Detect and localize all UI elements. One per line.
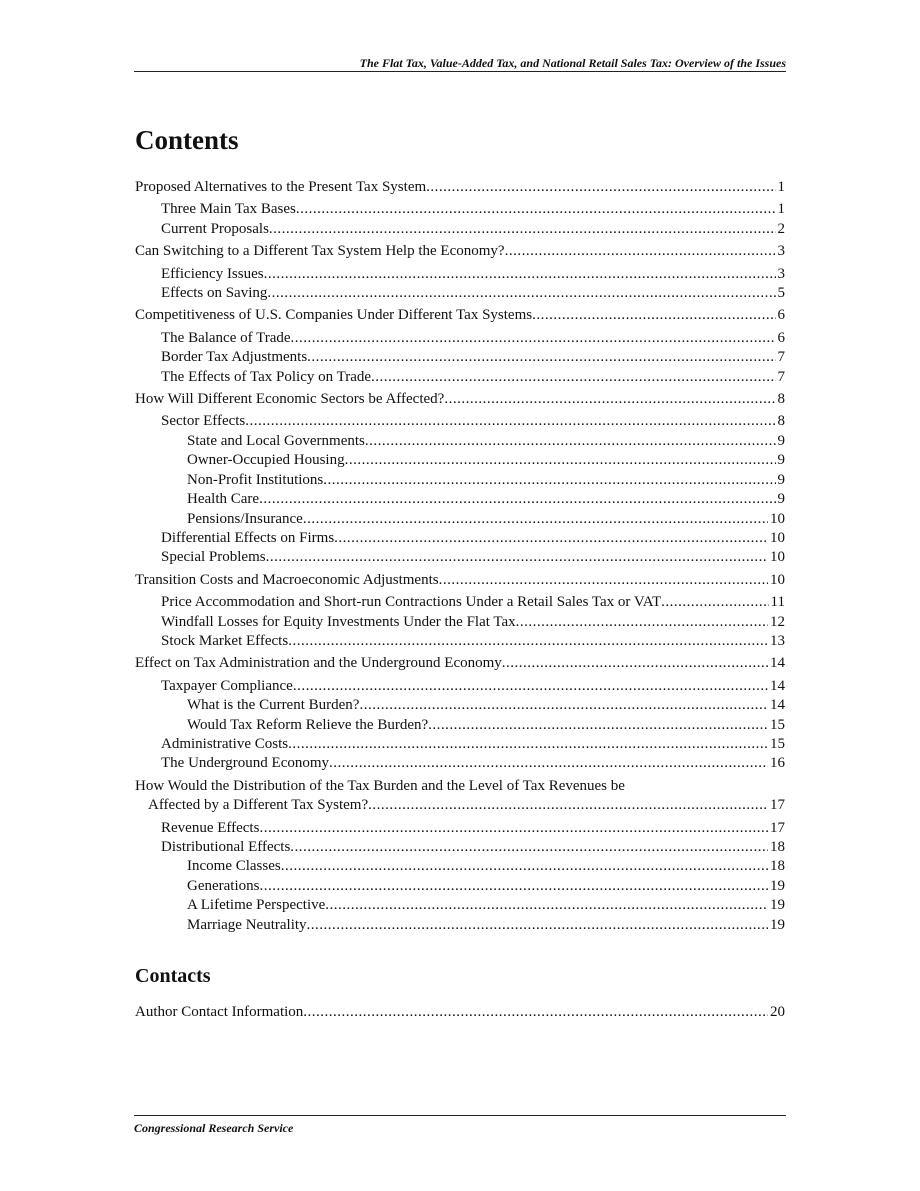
toc-entry[interactable]: Non-Profit Institutions ..... 9 xyxy=(135,471,785,490)
toc-entry[interactable]: How Will Different Economic Sectors be Affected? ..... 8 xyxy=(135,390,785,409)
toc-entry[interactable]: Stock Market Effects ..... 13 xyxy=(135,632,785,651)
toc-entry[interactable]: Taxpayer Compliance ..... 14 xyxy=(135,677,785,696)
toc-entry[interactable]: State and Local Governments ..... 9 xyxy=(135,432,785,451)
toc-entry[interactable]: A Lifetime Perspective ..... 19 xyxy=(135,896,785,915)
toc-entry[interactable]: Price Accommodation and Short-run Contractions Under a Retail Sales Tax or VAT ..... 11 xyxy=(135,593,785,612)
toc-entry[interactable]: Generations ..... 19 xyxy=(135,877,785,896)
toc-entry[interactable]: Effect on Tax Administration and the Underground Economy ..... 14 xyxy=(135,654,785,673)
toc-entry[interactable]: Health Care ..... 9 xyxy=(135,490,785,509)
toc-entry[interactable]: Current Proposals ..... 2 xyxy=(135,220,785,239)
toc-entry[interactable]: Three Main Tax Bases ..... 1 xyxy=(135,200,785,219)
toc-entry[interactable]: Competitiveness of U.S. Companies Under Different Tax Systems ..... 6 xyxy=(135,306,785,325)
toc-entry-multiline[interactable] xyxy=(135,777,785,816)
toc-entry[interactable]: Marriage Neutrality ..... 19 xyxy=(135,916,785,935)
toc-entry[interactable]: Author Contact Information ..... 20 xyxy=(135,1003,785,1022)
toc-entry[interactable]: Windfall Losses for Equity Investments Under the Flat Tax ..... 12 xyxy=(135,613,785,632)
toc-entry[interactable]: Differential Effects on Firms ..... 10 xyxy=(135,529,785,548)
contacts-heading: Contacts xyxy=(135,965,211,987)
toc-entry[interactable]: Can Switching to a Different Tax System Help the Economy? ..... 3 xyxy=(135,242,785,261)
running-header: The Flat Tax, Value-Added Tax, and National Retail Sales Tax: Overview of the Issues xyxy=(134,56,786,72)
toc-entry[interactable]: Would Tax Reform Relieve the Burden? ..... 15 xyxy=(135,716,785,735)
contents-heading: Contents xyxy=(135,125,239,155)
toc-entry[interactable]: The Effects of Tax Policy on Trade ..... 7 xyxy=(135,368,785,387)
toc-entry-continuation: Affected by a Different Tax System? ..... 17 xyxy=(135,796,785,815)
toc-entry[interactable]: Revenue Effects ..... 17 xyxy=(135,819,785,838)
toc-entry[interactable]: Administrative Costs ..... 15 xyxy=(135,735,785,754)
toc-entry[interactable]: Border Tax Adjustments ..... 7 xyxy=(135,348,785,367)
toc-entry[interactable]: Owner-Occupied Housing ..... 9 xyxy=(135,451,785,470)
toc-entry[interactable]: Special Problems ..... 10 xyxy=(135,548,785,567)
toc-entry-title-line: How Would the Distribution of the Tax Burden and the Level of Tax Revenues be xyxy=(135,777,625,794)
toc-entry[interactable]: Income Classes ..... 18 xyxy=(135,857,785,876)
toc-entry[interactable]: Sector Effects ..... 8 xyxy=(135,412,785,431)
toc-entry[interactable]: Transition Costs and Macroeconomic Adjustments ..... 10 xyxy=(135,571,785,590)
table-of-contents xyxy=(135,178,785,935)
toc-entry[interactable]: The Balance of Trade ..... 6 xyxy=(135,329,785,348)
toc-entry[interactable]: Proposed Alternatives to the Present Tax System ..... 1 xyxy=(135,178,785,197)
toc-entry[interactable]: The Underground Economy ..... 16 xyxy=(135,754,785,773)
toc-entry[interactable]: What is the Current Burden? ..... 14 xyxy=(135,696,785,715)
toc-entry[interactable]: Pensions/Insurance ..... 10 xyxy=(135,510,785,529)
footer-organization: Congressional Research Service xyxy=(134,1115,786,1135)
contacts-list xyxy=(135,1003,785,1022)
toc-entry[interactable]: Distributional Effects ..... 18 xyxy=(135,838,785,857)
toc-entry[interactable]: Efficiency Issues ..... 3 xyxy=(135,265,785,284)
toc-entry[interactable]: Effects on Saving ..... 5 xyxy=(135,284,785,303)
